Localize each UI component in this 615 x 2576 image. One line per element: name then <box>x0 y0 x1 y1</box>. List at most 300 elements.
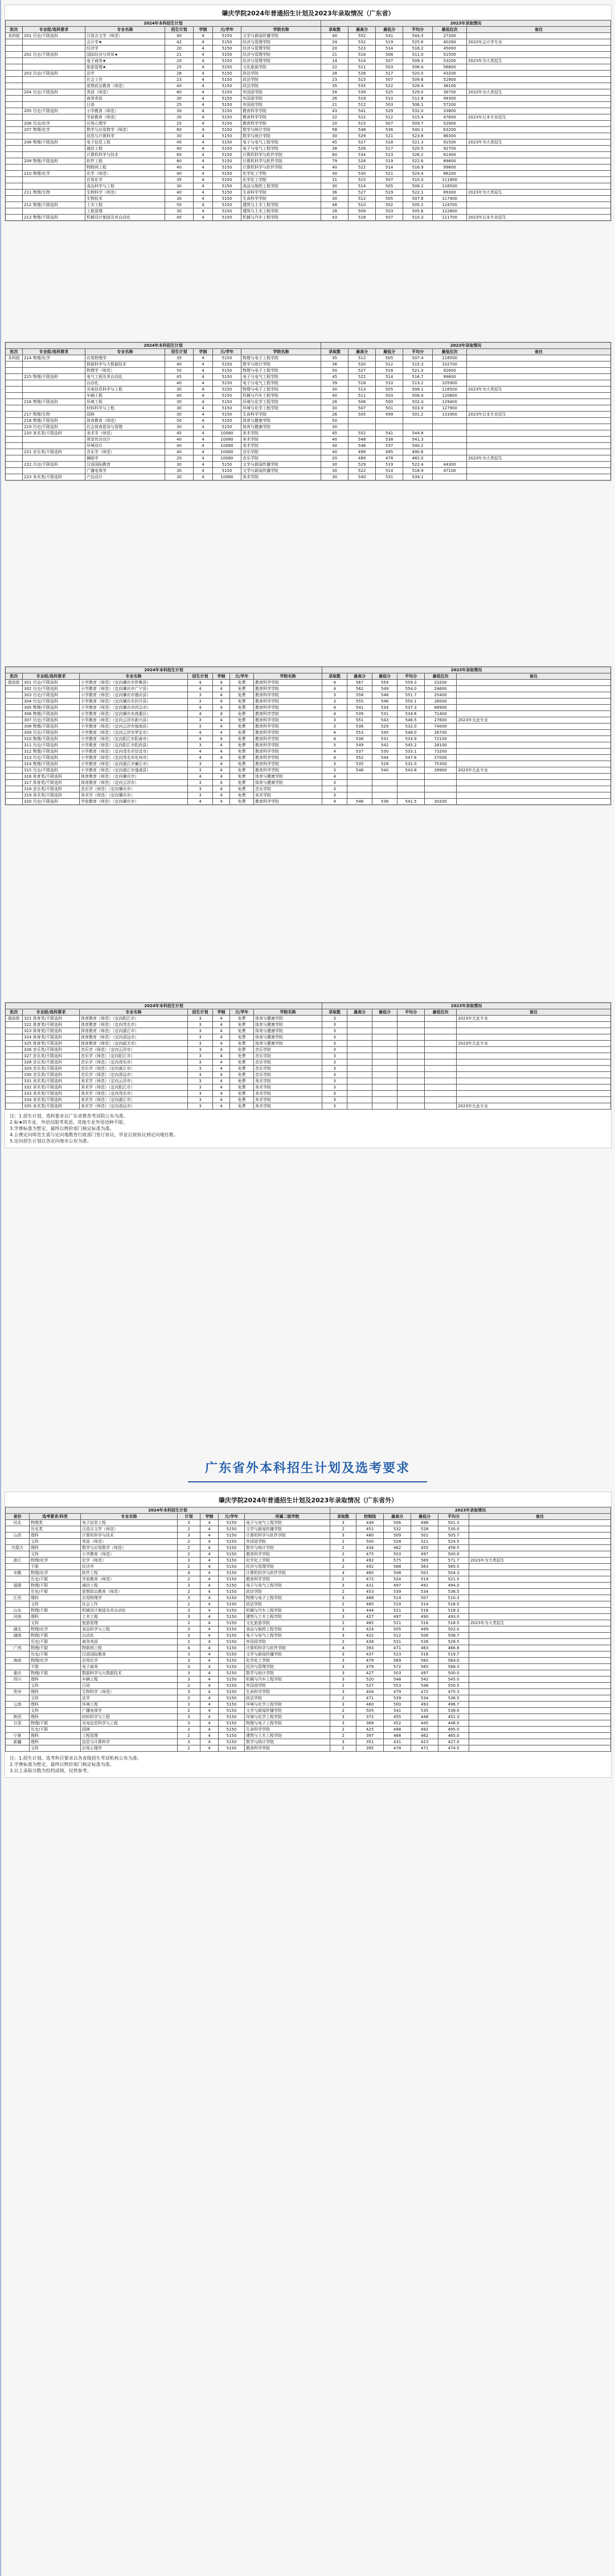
table-cell: 2023年无此专业 <box>457 717 611 724</box>
table-cell: 10080 <box>213 474 241 480</box>
table-cell: 小学教育（师范） <box>81 1551 178 1558</box>
table-row <box>6 1745 611 1752</box>
table-cell <box>347 792 372 799</box>
table-cell: 4 <box>194 52 213 58</box>
table-cell: 4 <box>213 1041 230 1047</box>
table-cell: 500 <box>376 399 403 405</box>
table-cell: 549 <box>372 686 397 692</box>
table-cell <box>372 1034 397 1041</box>
col-admitted: 录取数 <box>330 1514 356 1520</box>
table-cell: 517 <box>376 71 403 77</box>
table-cell: 国际经济与贸易★ <box>85 52 165 58</box>
table-cell: 学前教育（师范） <box>81 1576 178 1583</box>
table-cell: 2 <box>178 1745 200 1752</box>
table-cell: 515 <box>348 121 376 127</box>
table-cell <box>469 1683 611 1689</box>
table-cell: 音乐学院 <box>254 1066 322 1072</box>
table-cell: 免费 <box>230 761 254 767</box>
note-line: 注：1.招生计划、选考科目要求以各省级招生考试机构公布为准。 <box>10 1756 142 1761</box>
table-cell: 334 美术类/不限选科 <box>23 1097 80 1103</box>
table-cell: 427.0 <box>438 1739 469 1745</box>
table-cell: 372 <box>356 1714 384 1720</box>
table-cell: 4 <box>194 424 213 430</box>
table-cell: 4 <box>200 1677 219 1683</box>
table-cell: 政法学院 <box>245 1601 330 1608</box>
table-cell: 220 美术类/不限选科 <box>23 430 85 437</box>
table-cell: 10080 <box>213 443 241 449</box>
table-cell: 534 <box>372 705 397 711</box>
table-cell: 38 <box>321 146 348 152</box>
table-cell: 550.5 <box>438 1683 469 1689</box>
table-cell <box>6 71 23 77</box>
table-cell: 304 历史/不限选科 <box>23 699 80 705</box>
col-major: 专业名称 <box>85 349 165 355</box>
table-cell: 526 <box>411 1639 438 1645</box>
table-cell: 小学教育（师范）（定向肇庆市高要区） <box>80 711 188 717</box>
table-cell: 554.0 <box>397 686 425 692</box>
table-cell: 舞蹈学 <box>85 455 165 462</box>
table-cell: 507.4 <box>403 355 433 361</box>
table-cell: 软件工程 <box>85 158 165 165</box>
table-cell: 文科 <box>30 1551 81 1558</box>
table-cell: 环境设计 <box>85 443 165 449</box>
table-cell: 免费 <box>230 742 254 749</box>
table-cell <box>469 1520 611 1526</box>
table-row <box>6 1633 611 1639</box>
table-cell: 免费 <box>230 1028 254 1034</box>
table-cell <box>23 165 85 171</box>
table-row <box>6 692 611 699</box>
table-cell <box>23 468 85 474</box>
table-cell: 506 <box>384 1520 411 1526</box>
table-cell: 教育科学学院 <box>254 767 322 774</box>
table-cell: 车辆工程 <box>85 393 165 399</box>
table-row <box>6 711 611 717</box>
table-cell: 3 <box>322 1072 347 1078</box>
table-cell <box>372 1084 397 1091</box>
table-cell: 529.0 <box>403 89 433 96</box>
table-cell <box>425 1097 457 1103</box>
table-cell: 45 <box>165 374 194 380</box>
table-cell: 222 历史/不限选科 <box>23 462 85 468</box>
table-cell: 软件工程 <box>81 1570 178 1576</box>
table-cell <box>6 1745 30 1752</box>
table-cell: 美术学院 <box>241 430 321 437</box>
table-cell: 431 <box>384 1739 411 1745</box>
table-cell: 327 音乐类/不限选科 <box>23 1053 80 1059</box>
table-cell: 4 <box>213 1084 230 1091</box>
table-cell: 545 <box>372 730 397 736</box>
table-cell: 30 <box>321 424 348 430</box>
table-cell <box>397 774 425 780</box>
table-cell: 电子与电气工程学院 <box>245 1583 330 1589</box>
table-row <box>6 1533 611 1539</box>
table-cell <box>397 1091 425 1097</box>
table-row <box>6 202 611 208</box>
table-cell: 563 <box>411 1564 438 1570</box>
table-cell: 522 <box>348 114 376 121</box>
table-cell <box>469 1727 611 1733</box>
table-cell: 2 <box>178 1526 200 1533</box>
table-cell: 4 <box>213 1072 230 1078</box>
table-cell: 免费 <box>230 774 254 780</box>
table-cell <box>467 127 611 133</box>
table-cell: 519 <box>384 1601 411 1608</box>
table-cell: 21 <box>321 102 348 108</box>
table-cell <box>467 83 611 89</box>
table-cell: 526.4 <box>403 83 433 89</box>
table-cell: 光电信息科学与工程 <box>81 1720 178 1727</box>
plan-2024-header: 2024年本科招生计划 <box>6 1507 330 1514</box>
table-cell: 4 <box>213 1066 230 1072</box>
table-cell: 园林 <box>85 412 165 418</box>
table-cell: 3 <box>330 1533 356 1539</box>
table-cell: 5150 <box>213 183 241 190</box>
table-cell: 5150 <box>213 190 241 196</box>
table-cell: 545.2 <box>397 742 425 749</box>
table-cell: 4 <box>213 1028 230 1034</box>
table-cell <box>372 1059 397 1066</box>
table-cell: 电子与电气工程学院 <box>241 139 321 146</box>
table-cell <box>23 64 85 71</box>
table-cell <box>6 58 23 64</box>
table-cell: 3 <box>188 1097 213 1103</box>
table-cell: 478 <box>376 455 403 462</box>
table-cell: 453 <box>356 1589 384 1595</box>
table-cell: 397 <box>356 1733 384 1739</box>
table-cell: 通信工程 <box>81 1583 178 1589</box>
table-cell <box>23 114 85 121</box>
table-cell <box>372 1103 397 1110</box>
table-cell: 4 <box>200 1702 219 1708</box>
col-years: 学制 <box>194 27 213 33</box>
table-cell: 内蒙古 <box>6 1545 30 1551</box>
table-cell: 501.2 <box>403 412 433 418</box>
table-cell: 2 <box>330 1639 356 1645</box>
table-cell: 电子与电气工程学院 <box>241 380 321 387</box>
table-row <box>6 1564 611 1570</box>
table-cell: 529 <box>372 724 397 730</box>
table-cell: 湖北 <box>6 1626 30 1633</box>
table-cell: 3 <box>322 792 347 799</box>
table-cell <box>397 1066 425 1072</box>
table-cell: 328 音乐类/不限选科 <box>23 1059 80 1066</box>
table-cell <box>425 1091 457 1097</box>
table-cell: 572 <box>384 1664 411 1670</box>
table-cell: 333 美术类/不限选科 <box>23 1091 80 1097</box>
table-cell <box>467 208 611 215</box>
table-cell: 物理/不限 <box>30 1633 81 1639</box>
table-cell: 物理/不限 <box>30 1670 81 1677</box>
table-cell: 经济与管理学院 <box>245 1664 330 1670</box>
table-cell: 4 <box>213 699 230 705</box>
table-row <box>6 58 611 64</box>
table-cell: 小学教育（师范）（定向肇庆市德庆县） <box>80 692 188 699</box>
page-3-directed-plan <box>5 666 612 806</box>
table-cell: 427 <box>356 1670 384 1677</box>
table-cell: 505 <box>384 1626 411 1633</box>
table-cell <box>6 1551 30 1558</box>
table-cell: 数学与统计学院 <box>241 361 321 368</box>
table-cell <box>457 692 611 699</box>
table-cell: 食品与制药工程学院 <box>241 183 321 190</box>
table-cell: 497 <box>411 1551 438 1558</box>
table-cell: 4 <box>194 387 213 393</box>
table-cell <box>457 705 611 711</box>
table-cell <box>6 171 23 177</box>
table-cell <box>6 755 23 761</box>
table-row <box>6 767 611 774</box>
table-cell: 4 <box>194 443 213 449</box>
table-cell <box>6 1072 23 1078</box>
table-row <box>6 1658 611 1664</box>
table-cell: 451.3 <box>438 1714 469 1720</box>
table-cell: 507.8 <box>403 196 433 202</box>
table-cell: 4 <box>200 1608 219 1614</box>
table-cell: 4 <box>213 724 230 730</box>
table-cell: 4 <box>213 1034 230 1041</box>
table-cell: 503.0 <box>403 405 433 412</box>
table-cell: 528.5 <box>438 1639 469 1645</box>
col-remark: 备注 <box>469 1514 611 1520</box>
table-cell <box>467 165 611 171</box>
table-cell <box>469 1626 611 1633</box>
table-cell: 568.3 <box>438 1664 469 1670</box>
table-cell <box>457 774 611 780</box>
table-cell <box>467 437 611 443</box>
table-cell: 527 <box>356 1683 384 1689</box>
table-cell: 物理类 <box>30 1520 81 1526</box>
table-cell: 化学化工学院 <box>241 171 321 177</box>
table-cell <box>425 1059 457 1066</box>
table-cell <box>433 418 467 424</box>
table-cell: 207 物理/化学 <box>23 127 85 133</box>
table-cell: 小学教育（师范）（定向湛江市廉江市） <box>80 761 188 767</box>
col-major-code: 专业组/选科要求 <box>23 1009 80 1016</box>
table-cell <box>397 1103 425 1110</box>
table-cell <box>467 133 611 139</box>
table-cell <box>433 455 467 462</box>
table-cell: 42 <box>165 39 194 46</box>
table-cell: 507 <box>376 121 403 127</box>
table-cell <box>6 374 23 380</box>
table-cell <box>467 474 611 480</box>
table-cell <box>467 361 611 368</box>
col-batch: 批次 <box>6 1009 23 1016</box>
table-cell: 提前批 <box>6 1016 23 1022</box>
table-cell <box>469 1608 611 1614</box>
table-cell: 汉语国际教育 <box>81 1651 178 1658</box>
table-cell: 理科 <box>30 1702 81 1708</box>
table-cell <box>23 380 85 387</box>
table-cell: 538.0 <box>438 1708 469 1714</box>
table-cell: 3 <box>188 1078 213 1084</box>
table-cell: 551.7 <box>397 692 425 699</box>
table-cell: 4 <box>194 171 213 177</box>
table-cell: 3 <box>188 1022 213 1028</box>
table-cell: 5150 <box>213 96 241 102</box>
table-cell: 5150 <box>213 121 241 127</box>
table-cell: 体育教育（师范）（定向阳江市） <box>80 1016 188 1022</box>
table-cell: 40 <box>165 190 194 196</box>
table-cell: 535 <box>347 761 372 767</box>
table-cell: 环境与化学工程学院 <box>241 405 321 412</box>
table-cell: 教育科学学院 <box>254 799 322 805</box>
table-cell: 71400 <box>425 711 457 717</box>
table-cell <box>469 1551 611 1558</box>
table-cell <box>457 680 611 686</box>
table-cell: 514 <box>348 183 376 190</box>
table-cell <box>467 158 611 165</box>
table-cell: 516.9 <box>403 468 433 474</box>
table-cell <box>467 380 611 387</box>
table-cell: 216 物理/不限选科 <box>23 399 85 405</box>
table-cell: 541.5 <box>397 799 425 805</box>
table-cell: 518 <box>376 368 403 374</box>
admit-2023-header: 2023年录取情况 <box>321 343 611 349</box>
table-cell: 4 <box>194 133 213 139</box>
table-cell: 免费 <box>230 1078 254 1084</box>
table-cell: 505.6 <box>403 208 433 215</box>
table-row <box>6 792 611 799</box>
table-cell: 5150 <box>219 1689 245 1695</box>
table-cell: 材料科学与工程 <box>81 1714 178 1720</box>
table-cell: 4 <box>322 755 347 761</box>
table-cell: 490.6 <box>403 449 433 455</box>
table-cell: 505 <box>356 1708 384 1714</box>
table-cell: 3 <box>178 1658 200 1664</box>
table-cell <box>425 786 457 792</box>
table-cell: 5150 <box>213 146 241 152</box>
table-row <box>6 1570 611 1576</box>
table-cell <box>6 749 23 755</box>
table-cell: 免费 <box>230 1097 254 1103</box>
table-cell: 4 <box>194 449 213 455</box>
table-cell <box>457 786 611 792</box>
table-cell: 4 <box>194 64 213 71</box>
table-cell: 571.7 <box>438 1558 469 1564</box>
table-cell: 社会工作 <box>81 1601 178 1608</box>
table-cell: 2023年无此专业 <box>457 1041 611 1047</box>
table-cell: 教育科学学院 <box>254 749 322 755</box>
table-cell: 3 <box>178 1739 200 1745</box>
table-cell: 3 <box>178 1520 200 1526</box>
table-cell: 313 历史/不限选科 <box>23 755 80 761</box>
table-cell <box>6 52 23 58</box>
table-cell: 548 <box>411 1683 438 1689</box>
table-cell: 507 <box>376 215 403 221</box>
table-cell: 131900 <box>433 412 467 418</box>
table-cell <box>457 755 611 761</box>
table-cell <box>6 196 23 202</box>
col-admitted: 录取数 <box>321 27 348 33</box>
table-cell: 3 <box>178 1651 200 1658</box>
table-row <box>6 83 611 89</box>
table-cell: 514 <box>348 58 376 64</box>
table-cell: 521 <box>376 133 403 139</box>
table-cell: 2 <box>178 1545 200 1551</box>
table-cell: 30 <box>165 133 194 139</box>
table-cell <box>469 1658 611 1664</box>
table-cell: 519 <box>411 1576 438 1583</box>
table-cell: 视觉传达设计 <box>85 437 165 443</box>
table-cell: 四川 <box>6 1677 30 1683</box>
table-cell: 化学化工学院 <box>245 1658 330 1664</box>
table-cell <box>23 83 85 89</box>
table-cell <box>376 418 403 424</box>
table-cell: 21 <box>165 52 194 58</box>
table-cell <box>425 1041 457 1047</box>
table-cell: 免费 <box>230 692 254 699</box>
table-cell: 50 <box>321 368 348 374</box>
table-cell: 548.0 <box>397 730 425 736</box>
table-cell: 文学与新闻传播学院 <box>241 33 321 39</box>
table-cell: 533.1 <box>397 749 425 755</box>
table-cell <box>469 1614 611 1620</box>
table-cell <box>425 1084 457 1091</box>
table-cell: 519 <box>376 190 403 196</box>
table-cell: 2 <box>178 1683 200 1689</box>
table-cell: 3 <box>322 1066 347 1072</box>
table-cell: 4 <box>200 1645 219 1651</box>
table-cell: 2023年为大类招生 <box>467 387 611 393</box>
table-cell: 物理/化学 <box>30 1558 81 1564</box>
table-cell: 522.1 <box>403 190 433 196</box>
table-cell: 5150 <box>219 1639 245 1645</box>
table-cell: 548 <box>348 437 376 443</box>
table-cell: 527 <box>348 190 376 196</box>
table-cell: 506 <box>348 399 376 405</box>
table-row <box>6 1091 611 1097</box>
table-cell: 523 <box>384 1651 411 1658</box>
table-cell: 536.5 <box>438 1695 469 1702</box>
table-cell <box>467 71 611 77</box>
table-cell: 文化旅游学院 <box>241 64 321 71</box>
table-cell: 20 <box>321 46 348 52</box>
table-cell: 52900 <box>433 77 467 83</box>
table-cell: 35 <box>321 83 348 89</box>
table-cell: 广播电视学 <box>85 468 165 474</box>
table-cell: 美术学院 <box>254 1084 322 1091</box>
table-cell: 493 <box>411 1702 438 1708</box>
table-cell <box>469 1664 611 1670</box>
table-cell: 思想政治教育（师范） <box>85 83 165 89</box>
table-cell: 30 <box>321 468 348 474</box>
table-cell: 物理/化学 <box>30 1570 81 1576</box>
table-cell: 532 <box>384 1526 411 1533</box>
table-cell: 免费 <box>230 1016 254 1022</box>
table-cell: 444 <box>356 1608 384 1614</box>
table-cell <box>467 121 611 127</box>
table-cell: 516.5 <box>438 1601 469 1608</box>
table-cell: 521 <box>384 1608 411 1614</box>
table-cell: 生命科学学院 <box>245 1727 330 1733</box>
table-cell: 536.5 <box>438 1589 469 1595</box>
table-cell: 564.0 <box>438 1658 469 1664</box>
table-cell: 音乐学院 <box>254 1047 322 1053</box>
table-cell: 3 <box>178 1689 200 1695</box>
table-cell <box>467 177 611 183</box>
table-cell <box>397 780 425 786</box>
table-cell: 30 <box>165 399 194 405</box>
table-cell: 4 <box>188 711 213 717</box>
table-cell: 5150 <box>213 424 241 430</box>
table-row <box>6 96 611 102</box>
table-cell: 教育科学学院 <box>254 742 322 749</box>
table-cell: 工程管理 <box>85 208 165 215</box>
col-fee: 元/学年 <box>230 673 254 680</box>
table-cell: 免费 <box>230 1034 254 1041</box>
